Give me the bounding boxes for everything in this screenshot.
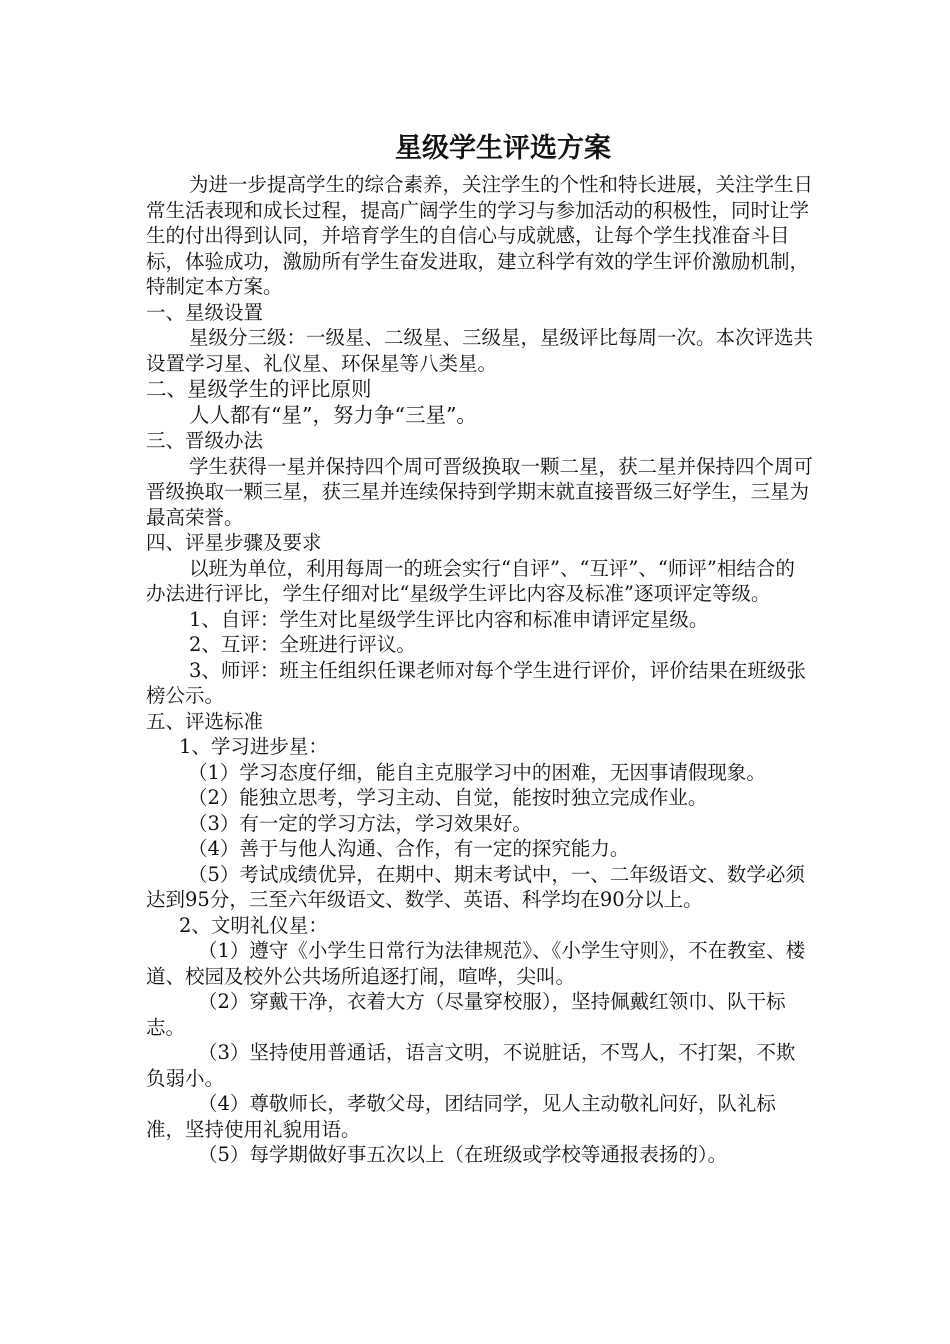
criteria-item: （5）每学期做好事五次以上（在班级或学校等通报表扬的）。 (198, 1143, 728, 1166)
document-title: 星级学生评选方案 (395, 133, 611, 164)
document-body (146, 172, 814, 1168)
step-item: 3、师评：班主任组织任课老师对每个学生进行评价，评价结果在班级张榜公示。 (146, 658, 806, 707)
star-title-study: 1、学习进步星： (179, 735, 328, 758)
section-heading-4: 四、评星步骤及要求 (146, 531, 322, 554)
criteria-item: （5）考试成绩优异，在期中、期末考试中，一、二年级语文、数学必须达到95分，三至六年级语文、数学、英语、科学均在90分以上。 (146, 862, 805, 911)
criteria-item: （1）学习态度仔细，能自主克服学习中的困难，无因事请假现象。 (188, 760, 766, 784)
section-text-1: 星级分三级：一级星、二级星、三级星，星级评比每周一次。本次评选共设置学习星、礼仪星、环保星等八类星。 (146, 326, 814, 375)
section-text-4: 以班为单位，利用每周一的班会实行“自评”、“互评”、“师评”相结合的办法进行评比，学生仔细对比“星级学生评比内容及标准”逐项评定等级。 (146, 556, 795, 605)
criteria-item: （3）坚持使用普通话，语言文明，不说脏话，不骂人，不打架，不欺负弱小。 (146, 1041, 796, 1090)
section-heading-5: 五、评选标准 (146, 709, 264, 733)
criteria-item: （2）穿戴干净，衣着大方（尽量穿校服），坚持佩戴红领巾、队干标志。 (146, 990, 786, 1039)
criteria-item: （1）遵守《小学生日常行为法律规范》、《小学生守则》，不在教室、楼道、校园及校外公共场所追逐打闹，喧哗，尖叫。 (146, 939, 806, 988)
star-title-etiquette: 2、文明礼仪星： (179, 913, 328, 937)
intro-paragraph: 为进一步提高学生的综合素养，关注学生的个性和特长进展，关注学生日常生活表现和成长过程，提高广阔学生的学习与参加活动的积极性，同时让学生的付出得到认同，并培育学生的自信心与成就感，让每个学生找准奋斗目标，体验成功，激励所有学生奋发进取，建立科学有效的学生评价激励机制，特制定本方案。 (146, 173, 814, 298)
criteria-item: （4）善于与他人沟通、合作，有一定的探究能力。 (188, 837, 630, 860)
section-text-2: 人人都有“星”，努力争“三星”。 (189, 403, 477, 427)
section-heading-3: 三、晋级办法 (146, 429, 264, 452)
criteria-item: （3）有一定的学习方法，学习效果好。 (188, 811, 532, 835)
section-heading-2: 二、星级学生的评比原则 (146, 377, 372, 401)
criteria-item: （4）尊敬师长，孝敬父母，团结同学，见人主动敬礼问好，队礼标准，坚持使用礼貌用语。 (146, 1092, 776, 1141)
criteria-item: （2）能独立思考，学习主动、自觉，能按时独立完成作业。 (188, 786, 708, 809)
section-text-3: 学生获得一星并保持四个周可晋级换取一颗二星，获二星并保持四个周可晋级换取一颗三星，获三星并连续保持到学期末就直接晋级三好学生，三星为最高荣誉。 (146, 454, 814, 529)
section-heading-1: 一、星级设置 (146, 300, 264, 324)
step-item: 1、自评：学生对比星级学生评比内容和标准申请评定星级。 (189, 607, 709, 631)
step-item: 2、互评：全班进行评议。 (189, 633, 416, 656)
